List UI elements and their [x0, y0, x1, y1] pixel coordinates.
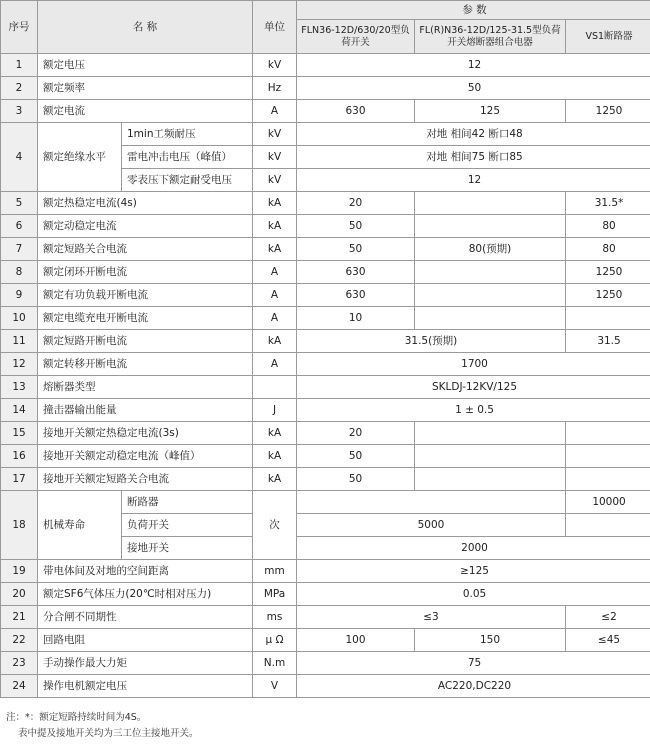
row-unit: V — [253, 675, 297, 698]
value-col1: 630 — [297, 100, 415, 123]
header-col2-label: FL(R)N36-12D/125-31.5型负荷开关熔断器组合电器 — [419, 24, 561, 48]
header-name: 名 称 — [38, 1, 253, 54]
value-col1: 630 — [297, 261, 415, 284]
row-unit: A — [253, 261, 297, 284]
value-col3: 10000 — [566, 491, 650, 514]
table-row — [1, 445, 650, 468]
value-all: 12 — [297, 169, 650, 192]
table-row — [1, 491, 650, 514]
value-all: 75 — [297, 652, 650, 675]
table-row — [1, 330, 650, 353]
footnote-1: 注：*：额定短路持续时间为4S。 — [6, 712, 147, 723]
row-no: 10 — [1, 307, 38, 330]
row-no: 9 — [1, 284, 38, 307]
table-row — [1, 54, 650, 77]
table-row — [1, 422, 650, 445]
value-col3 — [566, 468, 650, 491]
value-col3 — [566, 445, 650, 468]
table-row — [1, 376, 650, 399]
value-col1: 10 — [297, 307, 415, 330]
value-col3 — [566, 307, 650, 330]
value-col3: 31.5 — [566, 330, 650, 353]
value-col12: ≤3 — [297, 606, 566, 629]
value-col3: 1250 — [566, 284, 650, 307]
value-col1: 100 — [297, 629, 415, 652]
row-no: 2 — [1, 77, 38, 100]
value-col1: 50 — [297, 238, 415, 261]
value-all: 0.05 — [297, 583, 650, 606]
value-all: 50 — [297, 77, 650, 100]
row-name: 额定电缆充电开断电流 — [38, 307, 253, 330]
table-row — [1, 353, 650, 376]
footnote-2: 表中提及接地开关均为三工位主接地开关。 — [18, 728, 199, 739]
value-col2 — [415, 284, 566, 307]
row-unit: ms — [253, 606, 297, 629]
table-row — [1, 468, 650, 491]
value-all: 2000 — [297, 537, 650, 560]
table-row — [1, 652, 650, 675]
row-unit: Hz — [253, 77, 297, 100]
row-no: 15 — [1, 422, 38, 445]
row-no: 14 — [1, 399, 38, 422]
value-col2 — [415, 445, 566, 468]
row-subname: 接地开关 — [122, 537, 253, 560]
table-row — [1, 238, 650, 261]
row-unit: MPa — [253, 583, 297, 606]
row-name: 接地开关额定动稳定电流（峰值） — [38, 445, 253, 468]
row-unit: kA — [253, 215, 297, 238]
value-all: AC220,DC220 — [297, 675, 650, 698]
row-subname: 断路器 — [122, 491, 253, 514]
table-row — [1, 77, 650, 100]
row-no: 18 — [1, 491, 38, 560]
value-col2: 80(预期) — [415, 238, 566, 261]
value-all: 1 ± 0.5 — [297, 399, 650, 422]
value-col3: 80 — [566, 215, 650, 238]
row-name: 额定动稳定电流 — [38, 215, 253, 238]
row-no: 8 — [1, 261, 38, 284]
table-row — [1, 629, 650, 652]
footnotes — [6, 710, 199, 742]
value-col1: 20 — [297, 422, 415, 445]
value-col3: ≤2 — [566, 606, 650, 629]
header-unit: 单位 — [253, 1, 297, 54]
value-col12: 5000 — [297, 514, 566, 537]
header-no: 序号 — [1, 1, 38, 54]
row-unit: kA — [253, 445, 297, 468]
row-name: 额定转移开断电流 — [38, 353, 253, 376]
value-col2: 150 — [415, 629, 566, 652]
table-row — [1, 399, 650, 422]
row-name: 额定频率 — [38, 77, 253, 100]
row-name: 额定SF6气体压力(20℃时相对压力) — [38, 583, 253, 606]
row-unit: mm — [253, 560, 297, 583]
value-all: 12 — [297, 54, 650, 77]
row-unit — [253, 376, 297, 399]
row-name: 接地开关额定短路关合电流 — [38, 468, 253, 491]
header-col3-label: VS1断路器 — [585, 30, 633, 42]
value-col1: 50 — [297, 215, 415, 238]
value-col3: 1250 — [566, 261, 650, 284]
value-col2 — [415, 192, 566, 215]
row-no: 7 — [1, 238, 38, 261]
row-name: 机械寿命 — [38, 491, 122, 560]
table-row — [1, 215, 650, 238]
row-unit: A — [253, 100, 297, 123]
row-name: 额定绝缘水平 — [38, 123, 122, 192]
value-col3: 31.5* — [566, 192, 650, 215]
value-col2 — [415, 215, 566, 238]
row-name: 操作电机额定电压 — [38, 675, 253, 698]
row-name: 手动操作最大力矩 — [38, 652, 253, 675]
row-unit: A — [253, 353, 297, 376]
row-name: 额定电压 — [38, 54, 253, 77]
row-name: 额定短路开断电流 — [38, 330, 253, 353]
row-no: 22 — [1, 629, 38, 652]
value-col1: 50 — [297, 468, 415, 491]
table-row — [1, 583, 650, 606]
value-all: 对地 相间75 断口85 — [297, 146, 650, 169]
row-name: 额定热稳定电流(4s) — [38, 192, 253, 215]
row-name: 额定短路关合电流 — [38, 238, 253, 261]
row-name: 额定闭环开断电流 — [38, 261, 253, 284]
table-row — [1, 560, 650, 583]
value-col2: 125 — [415, 100, 566, 123]
row-no: 6 — [1, 215, 38, 238]
value-col3 — [566, 422, 650, 445]
row-no: 19 — [1, 560, 38, 583]
row-no: 17 — [1, 468, 38, 491]
row-no: 23 — [1, 652, 38, 675]
value-col1: 50 — [297, 445, 415, 468]
row-name: 撞击器输出能量 — [38, 399, 253, 422]
value-col2 — [415, 468, 566, 491]
row-no: 16 — [1, 445, 38, 468]
row-unit: A — [253, 284, 297, 307]
value-all: SKLDJ-12KV/125 — [297, 376, 650, 399]
row-unit: kV — [253, 54, 297, 77]
table-row — [1, 307, 650, 330]
row-no: 11 — [1, 330, 38, 353]
row-name: 接地开关额定热稳定电流(3s) — [38, 422, 253, 445]
row-name: 带电体间及对地的空间距离 — [38, 560, 253, 583]
table-row — [1, 100, 650, 123]
row-no: 13 — [1, 376, 38, 399]
row-no: 24 — [1, 675, 38, 698]
row-unit: kA — [253, 422, 297, 445]
value-all: ≥125 — [297, 560, 650, 583]
row-subname: 1min工频耐压 — [122, 123, 253, 146]
row-unit: kV — [253, 123, 297, 146]
table-row — [1, 675, 650, 698]
value-col1: 630 — [297, 284, 415, 307]
header-col2 — [415, 20, 566, 54]
row-unit: kA — [253, 192, 297, 215]
row-unit: N.m — [253, 652, 297, 675]
row-no: 12 — [1, 353, 38, 376]
row-unit: kA — [253, 238, 297, 261]
row-unit: A — [253, 307, 297, 330]
table-row — [1, 261, 650, 284]
row-subname: 负荷开关 — [122, 514, 253, 537]
row-name: 熔断器类型 — [38, 376, 253, 399]
table-row — [1, 606, 650, 629]
value-col12 — [297, 491, 566, 514]
table-row — [1, 192, 650, 215]
row-name: 额定电流 — [38, 100, 253, 123]
header-col1 — [297, 20, 415, 54]
header-col1-label: FLN36-12D/630/20型负荷开关 — [301, 24, 410, 48]
row-no: 1 — [1, 54, 38, 77]
value-col3: ≤45 — [566, 629, 650, 652]
row-name: 回路电阻 — [38, 629, 253, 652]
value-col1: 20 — [297, 192, 415, 215]
value-col2 — [415, 307, 566, 330]
row-subname: 雷电冲击电压（峰值） — [122, 146, 253, 169]
row-unit: J — [253, 399, 297, 422]
row-unit: kV — [253, 146, 297, 169]
value-col3 — [566, 514, 650, 537]
value-col2 — [415, 422, 566, 445]
row-no: 4 — [1, 123, 38, 192]
row-no: 21 — [1, 606, 38, 629]
row-unit: kA — [253, 330, 297, 353]
value-col12: 31.5(预期) — [297, 330, 566, 353]
header-params: 参 数 — [297, 1, 650, 20]
table-row — [1, 284, 650, 307]
value-col3: 1250 — [566, 100, 650, 123]
row-name: 额定有功负载开断电流 — [38, 284, 253, 307]
value-all: 1700 — [297, 353, 650, 376]
row-unit: 次 — [253, 491, 297, 560]
row-no: 5 — [1, 192, 38, 215]
row-name: 分合闸不同期性 — [38, 606, 253, 629]
value-all: 对地 相间42 断口48 — [297, 123, 650, 146]
value-col2 — [415, 261, 566, 284]
row-unit: kA — [253, 468, 297, 491]
table-row — [1, 123, 650, 146]
header-col3 — [566, 20, 650, 54]
row-no: 20 — [1, 583, 38, 606]
value-col3: 80 — [566, 238, 650, 261]
row-subname: 零表压下额定耐受电压 — [122, 169, 253, 192]
row-no: 3 — [1, 100, 38, 123]
row-unit: kV — [253, 169, 297, 192]
row-unit: μ Ω — [253, 629, 297, 652]
